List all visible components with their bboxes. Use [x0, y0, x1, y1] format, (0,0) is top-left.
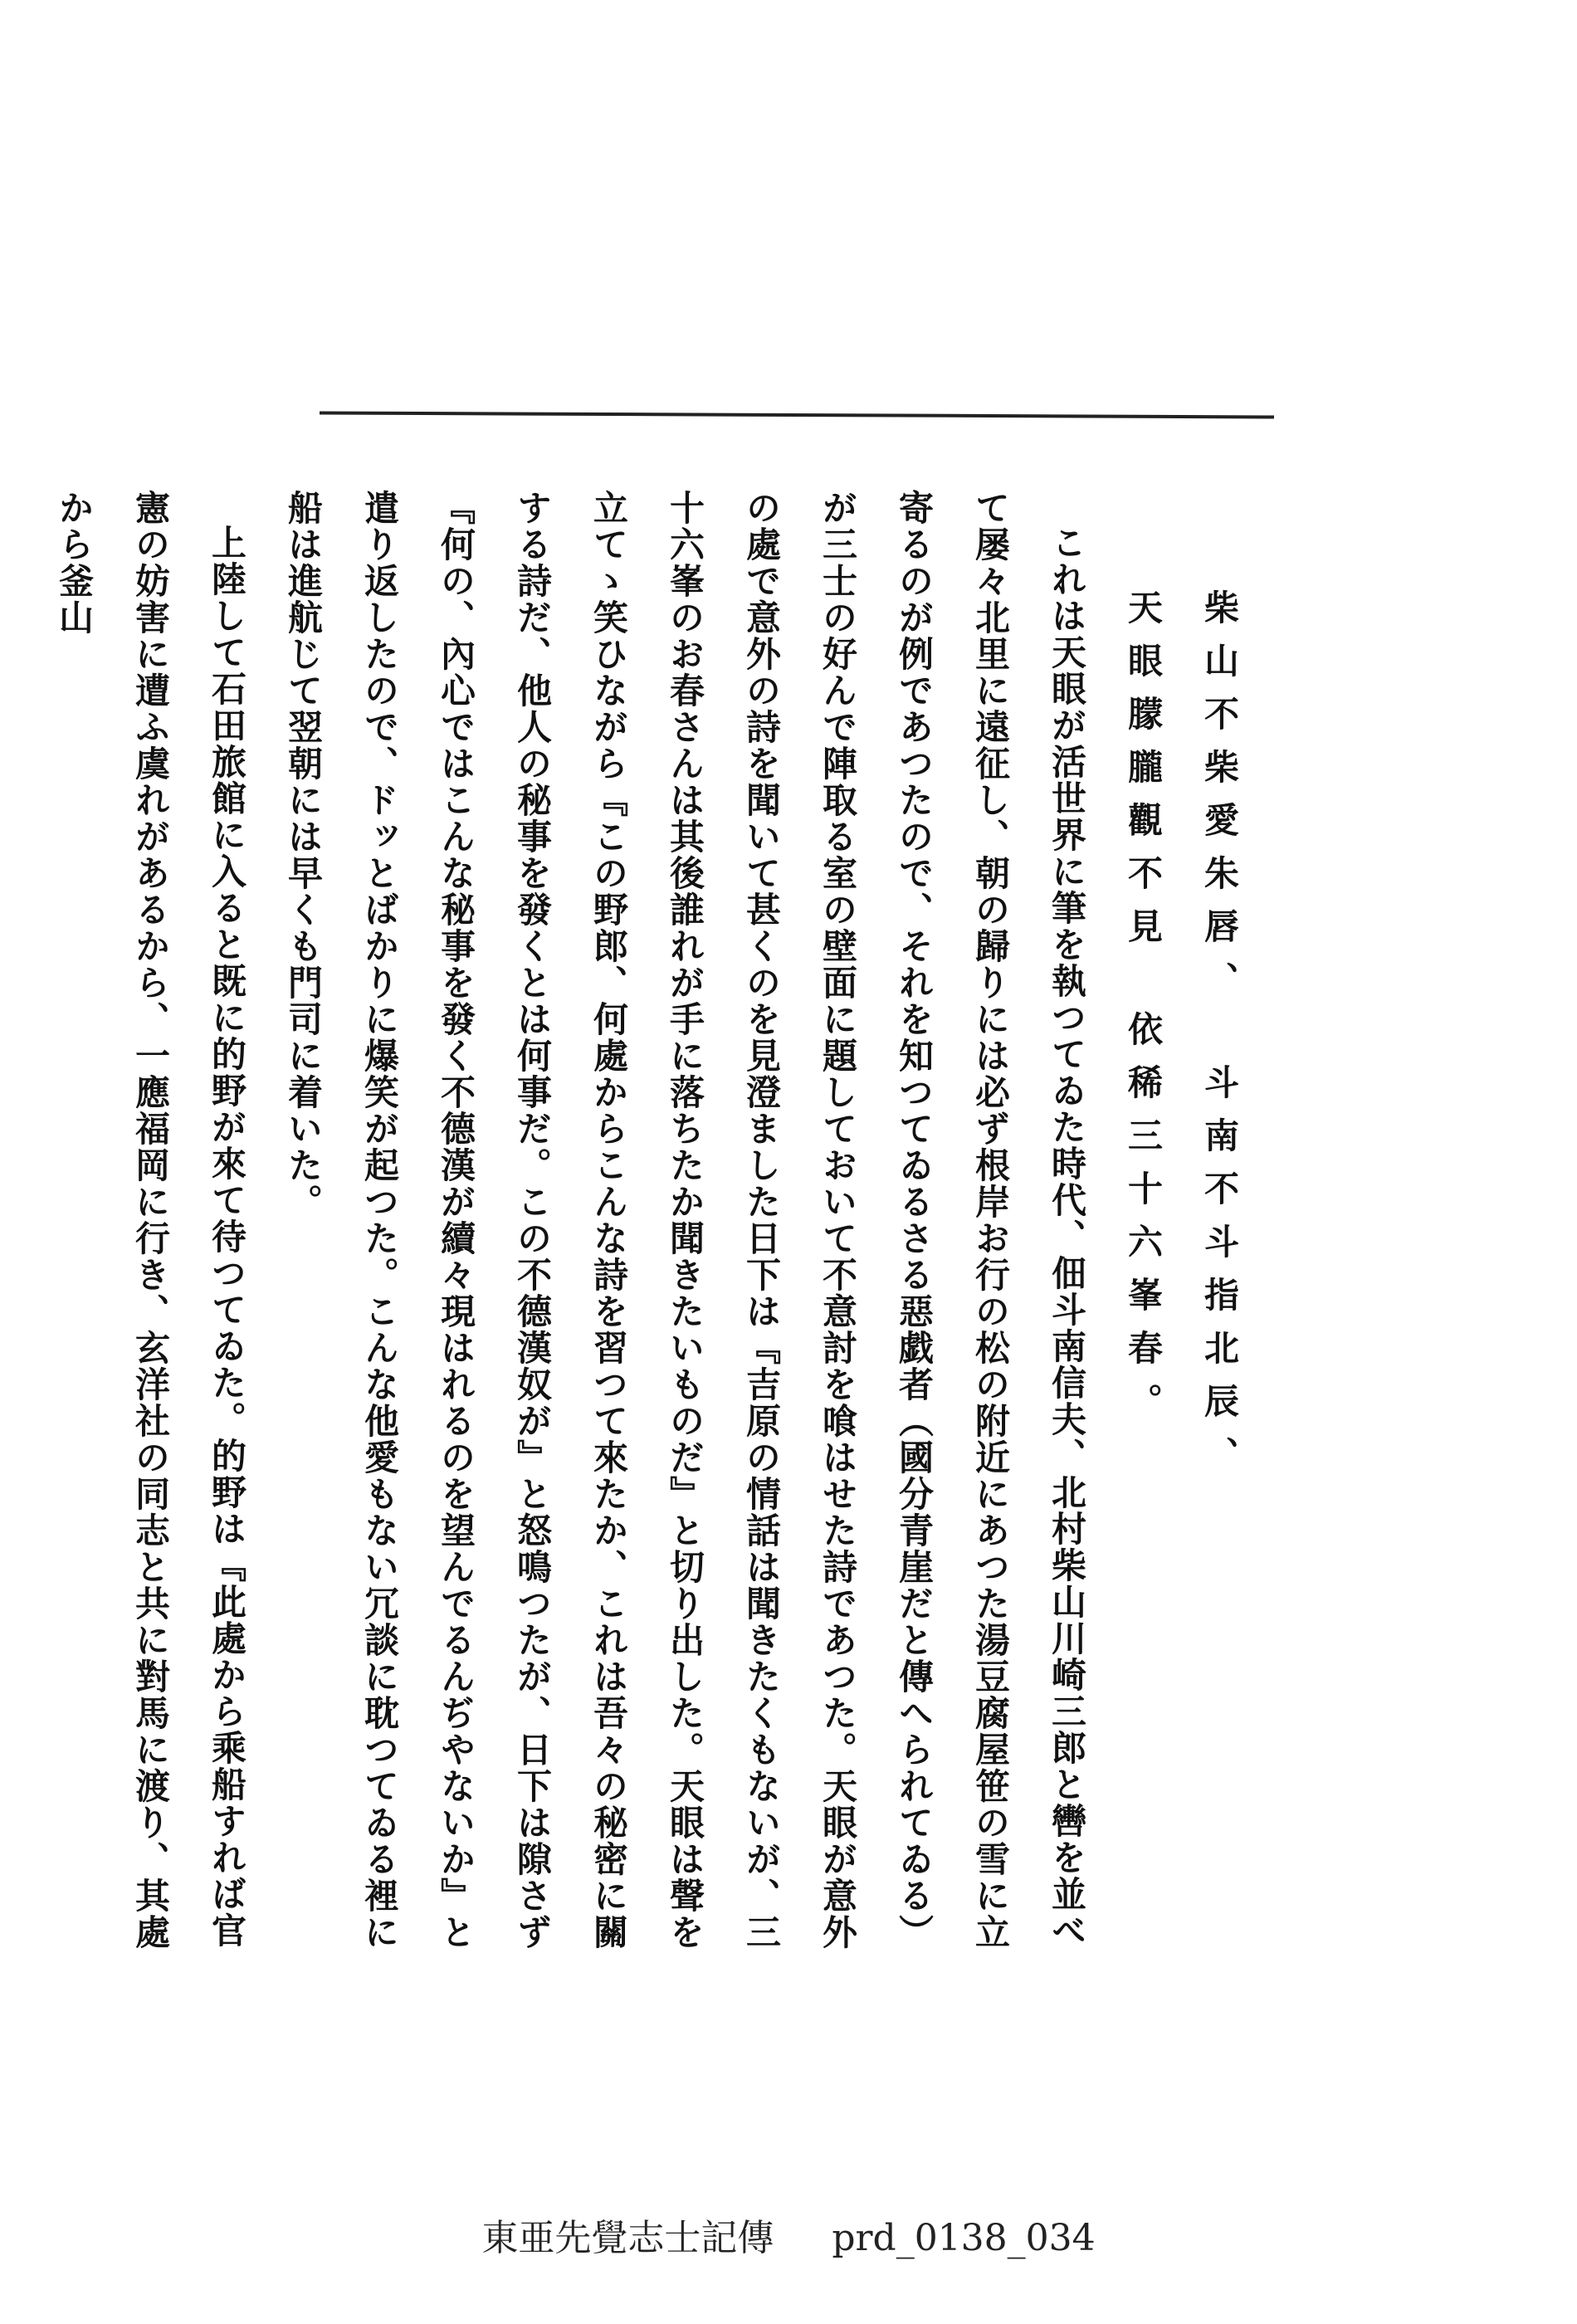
page-footer — [0, 2208, 1577, 2261]
poem-line-2-second-half: 依稀三十六峯春。 — [1123, 1011, 1164, 1436]
header-rule — [320, 411, 1274, 418]
footer-book-title: 東亜先覺志士記傳 — [481, 2217, 774, 2259]
footer-page-id: prd_0138_034 — [832, 2217, 1096, 2259]
poem-line-1 — [1181, 490, 1257, 1950]
poem-line-1-first-half: 柴山不柴愛朱唇、 — [1199, 589, 1240, 1014]
paragraph-2: 上陸して石田旅館に入ると既に的野が來て待つてゐた。的野は『此處から乘船すれば官憲の妨害に遭ふ虞れがあるから、一應福岡に行き、玄洋社の同志と共に對馬に渡り、其處から釜山 — [54, 490, 247, 1950]
poem-line-2-first-half: 天眼朦朧觀不見 — [1123, 589, 1164, 961]
paragraph-1: これは天眼が活世界に筆を執つてゐた時代、佃斗南信夫、北村柴山川崎三郎と轡を並べて屡々北里に遠征し、朝の歸りには必ず根岸お行の松の附近にあつた湯豆腐屋笹の雪に立寄るのが例であつたので、それを知つてゐるさる惡戯者（國分青崖だと傳へられてゐる）が三士の好んで陣取る室の壁面に題しておいて不意討を喰はせた詩であつた。天眼が意外の處で意外の詩を聞いて甚くのを見澄ました日下は『吉原の情話は聞きたくもないが、三十六峯のお春さんは其後誰れが手に落ちたか聞きたいものだ』と切り出した。天眼は聲を立てゝ笑ひながら『この野郎、何處からこんな詩を習つて來たか、これは吾々の秘密に關する詩だ、他人の秘事を發くとは何事だ。この不德漢奴が』と怒鳴つたが、日下は隙さず『何の、內心ではこんな秘事を發く不德漢が續々現はれるのを望んでるんぢやないか』と遣り返したので、ドッとばかりに爆笑が起つた。こんな他愛もない冗談に耽つてゐる裡に船は進航じて翌朝には早くも門司に着いた。 — [283, 490, 1087, 1950]
page-body — [54, 490, 1257, 1950]
poem-line-1-second-half: 斗南不斗指北辰、 — [1199, 1064, 1240, 1489]
poem-line-2 — [1105, 490, 1181, 1950]
